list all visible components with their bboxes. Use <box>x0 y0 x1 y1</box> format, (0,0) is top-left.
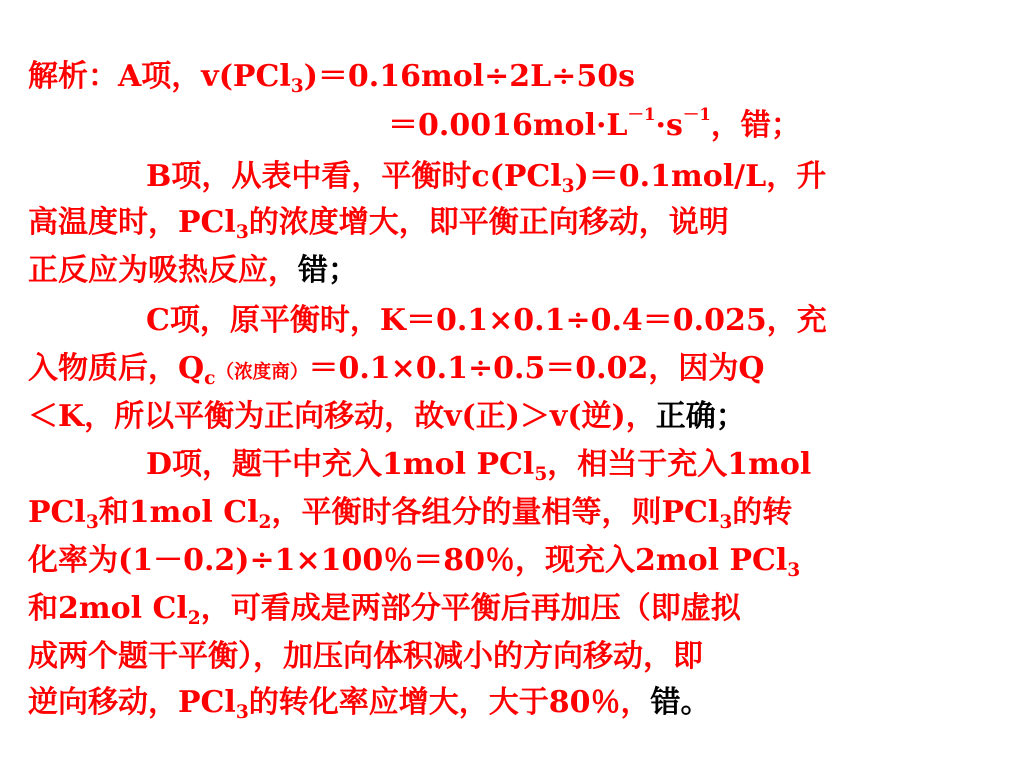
option-d-line-1: D项，题干中充入1mol PCl$_5$，相当于充入1mol <box>146 447 812 485</box>
option-c-line-1: C项，原平衡时，K＝0.1×0.1÷0.4＝0.025，充 <box>146 303 827 338</box>
option-d-line-6: 逆向移动，PCl$_3$的转化率应增大，大于80％，错。 <box>28 685 711 723</box>
option-a-line-2: $=0.0016mol\cdot L^{-1}\cdot s^{-1}$，错； <box>388 105 801 143</box>
option-c-line-3: ＜K，所以平衡为正向移动，故v(正)＞v(逆)，正确； <box>28 399 746 434</box>
option-d-line-3: 化率为(1－0.2)÷1×100％＝80％，现充入2mol PCl$_3$ <box>28 543 801 581</box>
analysis-heading: 解析： <box>28 59 118 94</box>
option-c-verdict: 正确； <box>655 399 746 434</box>
option-b-line-1: B项，从表中看，平衡时c(PCl$_3$)＝0.1mol/L，升 <box>146 159 827 197</box>
analysis-line-1: 解析：A项，v(PCl$_3$)＝0.16mol÷2L÷50s <box>28 59 635 97</box>
option-d-line-5: 成两个题干平衡），加压向体积减小的方向移动，即 <box>28 639 703 674</box>
option-d-line-4: 和2mol $Cl_2$，可看成是两部分平衡后再加压（即虚拟 <box>28 591 741 629</box>
option-b-verdict: 错； <box>298 253 358 288</box>
option-c-line-2: 入物质后，$Q_c$（浓度商）＝0.1×0.1÷0.5＝0.02，因为Q <box>28 351 765 389</box>
option-d-line-2: PCl$_3$和1mol $Cl_2$，平衡时各组分的量相等，则PCl$_3$的转 <box>28 495 793 533</box>
option-b-line-2: 高温度时，PCl$_3$的浓度增大，即平衡正向移动，说明 <box>28 205 729 243</box>
option-d-verdict: 错。 <box>650 685 711 720</box>
option-b-line-3: 正反应为吸热反应，错； <box>28 253 358 288</box>
